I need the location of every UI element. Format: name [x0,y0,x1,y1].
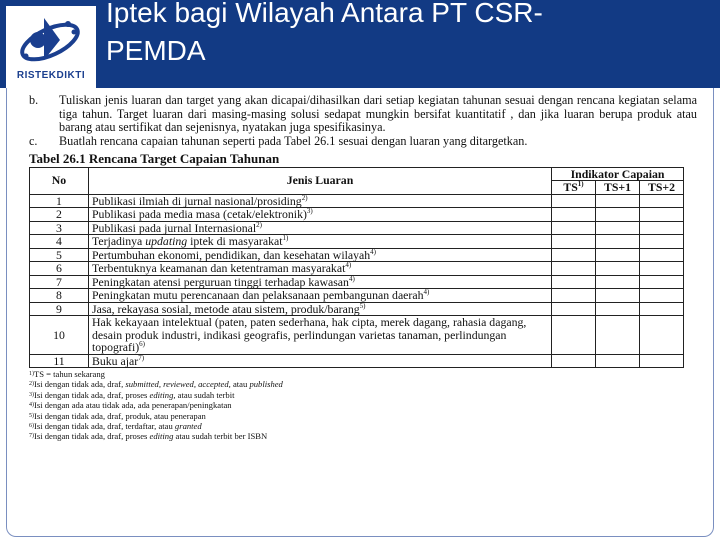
header-ts-plus-2: TS+2 [640,181,684,195]
row-text: Publikasi pada media masa (cetak/elektronik)$^{3)}$ [89,208,552,222]
slide-title [106,0,706,70]
cell-ts-plus-1 [596,302,640,316]
cell-ts-plus-1 [596,221,640,235]
row-text: Hak kekayaan intelektual (paten, paten sederhana, hak cipta, merek dagang, rahasia dagang, desain produk industri, indikasi geografis, perlindungan varietas tanaman, perlindungan topografi)$^{6)}$ [89,316,552,355]
cell-ts-plus-1 [596,354,640,368]
row-text: Jasa, rekayasa sosial, metode atau sistem, produk/barang$^{5)}$ [89,302,552,316]
row-number: 6 [30,262,89,276]
header-ts-plus-1: TS+1 [596,181,640,195]
item-text: Buatlah rencana capaian tahunan seperti pada Tabel 26.1 sesuai dengan luaran yang ditargetkan. [59,133,528,148]
table-title: Tabel 26.1 Rencana Target Capaian Tahunan [29,151,280,166]
cell-ts-plus-1 [596,208,640,222]
table-row [30,208,684,222]
table-header-row [30,167,684,181]
cell-ts-plus-2 [640,235,684,249]
row-text: Peningkatan atensi perguruan tinggi terhadap kawasan$^{4)}$ [89,275,552,289]
content-panel [6,88,714,537]
header-ts: TS$^{1)}$ [552,181,596,195]
cell-ts-plus-2 [640,289,684,303]
footnote: $^{5)}$Isi dengan tidak ada, draf, produk, atau penerapan [29,410,206,421]
row-number: 10 [30,316,89,355]
row-text: Publikasi ilmiah di jurnal nasional/prosiding$^{2)}$ [89,194,552,208]
document-excerpt [29,94,697,442]
table-row [30,302,684,316]
item-text: Tuliskan jenis luaran dan target yang akan dicapai/dihasilkan dari setiap kegiatan tahunan sesuai dengan rencana kegiatan selama tiga tahun. Target luaran dari masing-masing solusi sedapat mungkin bersifat kuantitatif , dan jika luaran berupa produk atau barang atau sertifikat dan sejenisnya, nyatakan juga spesifikasinya. [59,93,697,134]
row-number: 3 [30,221,89,235]
cell-ts [552,248,596,262]
slide-header [0,0,720,88]
cell-ts-plus-2 [640,354,684,368]
ristekdikti-emblem-icon [14,10,88,70]
row-number: 4 [30,235,89,249]
row-number: 8 [30,289,89,303]
row-text: Terjadinya updating iptek di masyarakat$^{1)}$ [89,235,552,249]
table-row [30,235,684,249]
ristekdikti-logo [6,6,96,88]
table-row [30,221,684,235]
footnote: $^{7)}$Isi dengan tidak ada, draf, proses editing atau sudah terbit ber ISBN [29,431,268,442]
row-number: 2 [30,208,89,222]
cell-ts-plus-1 [596,275,640,289]
row-text: Publikasi pada jurnal Internasional$^{2)}$ [89,221,552,235]
cell-ts [552,354,596,368]
cell-ts-plus-2 [640,316,684,355]
item-letter: c. [29,133,38,148]
row-number: 5 [30,248,89,262]
table-row [30,194,684,208]
header-no: No [30,167,89,194]
slide-title-line-1: Iptek bagi Wilayah Antara PT CSR- [106,0,543,28]
table-row [30,316,684,355]
cell-ts-plus-2 [640,208,684,222]
cell-ts-plus-1 [596,194,640,208]
cell-ts-plus-1 [596,235,640,249]
row-number: 7 [30,275,89,289]
footnote: $^{3)}$Isi dengan tidak ada, draf, proses editing, atau sudah terbit [29,389,235,400]
cell-ts-plus-2 [640,194,684,208]
table-row [30,289,684,303]
cell-ts-plus-1 [596,248,640,262]
header-indikator-capaian: Indikator Capaian [552,167,684,181]
cell-ts [552,289,596,303]
footnote: $^{4)}$Isi dengan ada atau tidak ada, ada penerapan/peningkatan [29,400,232,411]
header-jenis-luaran: Jenis Luaran [89,167,552,194]
table-row [30,275,684,289]
cell-ts-plus-2 [640,221,684,235]
instruction-item-b [29,94,697,135]
logo-text: RISTEKDIKTI [16,70,86,81]
footnote: $^{6)}$Isi dengan tidak ada, draf, terdaftar, atau granted [29,421,202,432]
row-number: 9 [30,302,89,316]
cell-ts-plus-2 [640,275,684,289]
item-letter: b. [29,93,39,107]
cell-ts-plus-1 [596,289,640,303]
row-text: Buku ajar$^{7)}$ [89,354,552,368]
cell-ts [552,221,596,235]
row-number: 11 [30,354,89,368]
table-row [30,248,684,262]
table-row [30,354,684,368]
cell-ts-plus-2 [640,248,684,262]
slide-title-line-2: PEMDA [106,35,206,66]
row-text: Terbentuknya keamanan dan ketentraman masyarakat$^{4)}$ [89,262,552,276]
footnotes [29,369,697,442]
cell-ts-plus-1 [596,262,640,276]
cell-ts-plus-1 [596,316,640,355]
cell-ts [552,208,596,222]
cell-ts [552,262,596,276]
footnote: $^{1)}$TS = tahun sekarang [29,369,105,379]
cell-ts [552,275,596,289]
cell-ts-plus-2 [640,262,684,276]
cell-ts [552,235,596,249]
cell-ts [552,316,596,355]
row-text: Pertumbuhan ekonomi, pendidikan, dan kesehatan wilayah$^{4)}$ [89,248,552,262]
cell-ts-plus-2 [640,302,684,316]
instruction-item-c [29,135,697,149]
cell-ts [552,302,596,316]
cell-ts [552,194,596,208]
table-row [30,262,684,276]
footnote: $^{2)}$Isi dengan tidak ada, draf, submitted, reviewed, accepted, atau published [29,379,283,390]
row-text: Peningkatan mutu perencanaan dan pelaksanaan pembangunan daerah$^{4)}$ [89,289,552,303]
target-table [29,167,684,369]
row-number: 1 [30,194,89,208]
